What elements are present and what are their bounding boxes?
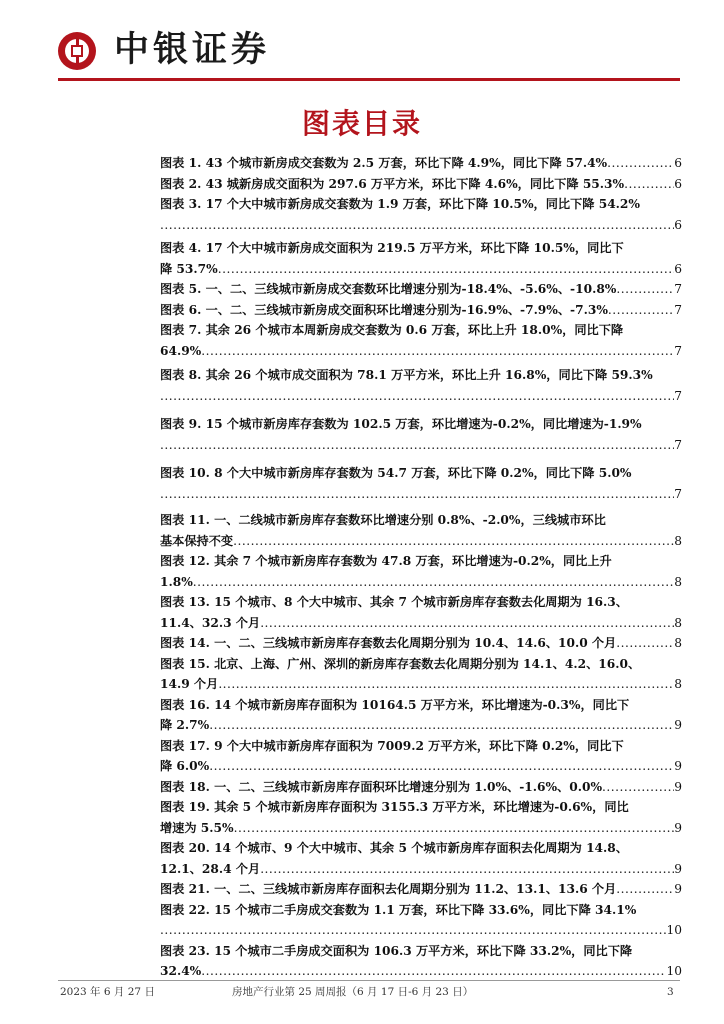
toc-entry-text: 图表 15. 北京、上海、广州、深圳的新房库存套数去化周期分别为 14.1、4.2、16.0、	[160, 656, 641, 671]
toc-entry-line	[160, 695, 682, 716]
toc-page-number: 6	[674, 261, 682, 276]
toc-entry-text: 基本保持不变	[160, 533, 234, 548]
toc-entry[interactable]	[160, 633, 682, 654]
toc-entry[interactable]	[160, 838, 682, 879]
toc-entry-line	[160, 736, 682, 757]
toc-entry[interactable]	[160, 463, 682, 504]
toc-entry[interactable]	[160, 238, 682, 279]
toc-title: 图表目录	[301, 107, 422, 140]
toc-entry-text: 12.1、28.4 个月	[160, 861, 261, 876]
dot-leader	[624, 174, 674, 195]
toc-entry-line	[160, 941, 682, 962]
toc-entry-text: 图表 3. 17 个大中城市新房成交套数为 1.9 万套，环比下降 10.5%，同比下降 54.2%	[160, 197, 640, 211]
toc-page-number: 9	[674, 779, 682, 794]
toc-entry-line	[160, 613, 682, 634]
toc-entry-text: 图表 9. 15 个城市新房库存套数为 102.5 万套，环比增速为-0.2%，同比增速为-1.9%	[160, 417, 642, 431]
toc-entry-text: 图表 16. 14 个城市新房库存面积为 10164.5 万平方米，环比增速为-0.3%，同比下	[160, 697, 630, 712]
toc-entry[interactable]	[160, 153, 682, 174]
toc-entry[interactable]	[160, 174, 682, 195]
toc-entry[interactable]	[160, 777, 682, 798]
toc-entry-line	[160, 365, 682, 386]
toc-entry[interactable]	[160, 695, 682, 736]
toc-entry[interactable]	[160, 592, 682, 633]
toc-entry-line	[160, 572, 682, 593]
toc-page-number: 7	[674, 388, 682, 403]
toc-entry[interactable]	[160, 300, 682, 321]
toc-page-number: 7	[674, 437, 682, 452]
toc-page-number: 6	[674, 176, 682, 191]
toc-entry-line	[160, 674, 682, 695]
dot-leader	[209, 756, 674, 777]
toc-entry-line	[160, 386, 682, 407]
dot-leader	[201, 961, 666, 982]
dot-leader	[193, 572, 674, 593]
dot-leader	[608, 300, 674, 321]
toc-entry-text: 图表 4. 17 个大中城市新房成交面积为 219.5 万平方米，环比下降 10.5%，同比下	[160, 241, 624, 255]
toc-entry-line	[160, 194, 682, 215]
toc-entry-line	[160, 153, 682, 174]
toc-entry[interactable]	[160, 510, 682, 551]
toc-entry-line	[160, 484, 682, 505]
toc-entry-line	[160, 838, 682, 859]
toc-entry-text: 降 6.0%	[160, 759, 210, 773]
footer-page-number: 3	[667, 986, 674, 998]
dot-leader	[602, 777, 674, 798]
table-of-figures	[160, 153, 682, 982]
toc-entry-line	[160, 879, 682, 900]
toc-page-number: 10	[666, 923, 682, 937]
toc-entry-line	[160, 797, 682, 818]
toc-page-number: 7	[674, 302, 682, 317]
toc-entry[interactable]	[160, 941, 682, 982]
toc-entry-line	[160, 414, 682, 435]
toc-entry-text: 降 53.7%	[160, 261, 218, 276]
toc-entry-text: 图表 11. 一、二线城市新房库存套数环比增速分别 0.8%、-2.0%，三线城市环比	[160, 513, 606, 527]
toc-page-number: 8	[674, 615, 682, 630]
toc-entry-text: 图表 18. 一、二、三线城市新房库存面积环比增速分别为 1.0%、-1.6%、0.0%	[160, 779, 603, 794]
toc-entry-line	[160, 435, 682, 456]
toc-entry-line	[160, 633, 682, 654]
toc-entry[interactable]	[160, 736, 682, 777]
toc-entry-line	[160, 300, 682, 321]
toc-entry-text: 32.4%	[160, 964, 202, 978]
dot-leader	[218, 674, 674, 695]
toc-entry[interactable]	[160, 879, 682, 900]
toc-page-number: 8	[674, 677, 682, 691]
toc-entry-text: 降 2.7%	[160, 718, 210, 732]
toc-entry-line	[160, 715, 682, 736]
toc-entry[interactable]	[160, 320, 682, 361]
toc-entry[interactable]	[160, 654, 682, 695]
dot-leader	[209, 715, 674, 736]
toc-entry-line	[160, 238, 682, 259]
toc-entry-line	[160, 859, 682, 880]
dot-leader	[260, 613, 674, 634]
toc-entry-line	[160, 531, 682, 552]
toc-page-number: 7	[674, 486, 682, 501]
footer-date: 2023 年 6 月 27 日	[60, 986, 155, 998]
dot-leader	[607, 153, 674, 174]
dot-leader	[218, 259, 675, 280]
toc-entry[interactable]	[160, 414, 682, 455]
toc-entry-text: 图表 22. 15 个城市二手房成交套数为 1.1 万套，环比下降 33.6%，同比下降 34.1%	[160, 902, 637, 917]
toc-entry-text: 图表 14. 一、二、三线城市新房库存套数去化周期分别为 10.4、14.6、10.0 个月	[160, 636, 617, 650]
toc-entry-text: 图表 7. 其余 26 个城市本周新房成交套数为 0.6 万套，环比上升 18.0%，同比下降	[160, 323, 624, 337]
toc-entry-text: 图表 23. 15 个城市二手房成交面积为 106.3 万平方米，环比下降 33.2%，同比下降	[160, 943, 633, 958]
toc-entry-text: 图表 1. 43 个城市新房成交套数为 2.5 万套，环比下降 4.9%，同比下降 57.4%	[160, 156, 608, 170]
toc-entry-line	[160, 756, 682, 777]
toc-entry-text: 图表 12. 其余 7 个城市新房库存套数为 47.8 万套，环比增速为-0.2%，同比上升	[160, 554, 612, 568]
toc-entry-text: 图表 2. 43 城新房成交面积为 297.6 万平方米，环比下降 4.6%，同比下降 55.3%	[160, 176, 625, 191]
toc-entry-line	[160, 279, 682, 300]
toc-entry-line	[160, 961, 682, 982]
dot-leader	[160, 386, 674, 407]
toc-entry-line	[160, 259, 682, 280]
toc-entry-text: 图表 20. 14 个城市、9 个大中城市、其余 5 个城市新房库存面积去化周期为 14.8、	[160, 841, 628, 855]
toc-entry-text: 1.8%	[160, 574, 193, 589]
dot-leader	[160, 484, 674, 505]
toc-entry-line	[160, 818, 682, 839]
dot-leader	[616, 279, 674, 300]
toc-page-number: 9	[674, 759, 682, 773]
dot-leader	[233, 531, 674, 552]
footer-divider	[58, 980, 680, 981]
toc-page-number: 6	[674, 217, 682, 232]
toc-entry-text: 增速为 5.5%	[160, 820, 234, 835]
toc-entry-line	[160, 900, 682, 921]
toc-entry-line	[160, 341, 682, 362]
dot-leader	[616, 879, 674, 900]
toc-page-number: 7	[674, 282, 682, 296]
dot-leader	[160, 435, 674, 456]
dot-leader	[201, 341, 674, 362]
toc-page-number: 8	[674, 636, 682, 650]
toc-entry[interactable]	[160, 900, 682, 941]
toc-entry-line	[160, 920, 682, 941]
toc-entry[interactable]	[160, 279, 682, 300]
page-header	[58, 28, 680, 78]
dot-leader	[260, 859, 674, 880]
toc-entry-line	[160, 174, 682, 195]
toc-entry-line	[160, 510, 682, 531]
toc-page-number: 8	[674, 574, 682, 589]
toc-page-number: 9	[674, 820, 682, 835]
dot-leader	[616, 633, 674, 654]
toc-page-number: 9	[674, 718, 682, 732]
toc-page-number: 8	[674, 533, 682, 548]
toc-page-number: 10	[666, 964, 682, 978]
toc-page-number: 7	[674, 343, 682, 358]
toc-entry[interactable]	[160, 797, 682, 838]
footer-report-title: 房地产行业第 25 周周报（6 月 17 日-6 月 23 日）	[232, 986, 474, 998]
toc-page-number: 9	[674, 861, 682, 876]
header-divider	[58, 78, 680, 81]
toc-entry-text: 图表 5. 一、二、三线城市新房成交套数环比增速分别为-18.4%、-5.6%、-10.8%	[160, 282, 617, 296]
brand-name: 中银证券	[114, 30, 271, 70]
toc-entry[interactable]	[160, 194, 682, 235]
toc-entry-text: 11.4、32.3 个月	[160, 615, 261, 630]
toc-entry-text: 图表 13. 15 个城市、8 个大中城市、其余 7 个城市新房库存套数去化周期为 16.3、	[160, 595, 628, 609]
toc-page-number: 6	[674, 156, 682, 170]
bank-of-china-logo-icon	[58, 32, 96, 70]
dot-leader	[234, 818, 675, 839]
toc-entry[interactable]	[160, 551, 682, 592]
toc-entry-line	[160, 320, 682, 341]
toc-entry-text: 图表 6. 一、二、三线城市新房成交面积环比增速分别为-16.9%、-7.9%、-7.3%	[160, 302, 608, 317]
toc-entry-line	[160, 592, 682, 613]
toc-entry[interactable]	[160, 365, 682, 406]
toc-entry-text: 图表 19. 其余 5 个城市新房库存面积为 3155.3 万平方米，环比增速为-0.6%，同比	[160, 800, 629, 814]
toc-entry-text: 64.9%	[160, 343, 202, 358]
toc-entry-line	[160, 654, 682, 675]
dot-leader	[160, 920, 666, 941]
toc-entry-line	[160, 463, 682, 484]
toc-entry-line	[160, 777, 682, 798]
toc-entry-text: 14.9 个月	[160, 677, 219, 691]
dot-leader	[160, 215, 674, 236]
toc-entry-text: 图表 21. 一、二、三线城市新房库存面积去化周期分别为 11.2、13.1、13.6 个月	[160, 882, 617, 896]
toc-entry-line	[160, 551, 682, 572]
toc-entry-line	[160, 215, 682, 236]
toc-entry-text: 图表 10. 8 个大中城市新房库存套数为 54.7 万套，环比下降 0.2%，同比下降 5.0%	[160, 466, 632, 480]
toc-entry-text: 图表 8. 其余 26 个城市成交面积为 78.1 万平方米，环比上升 16.8%，同比下降 59.3%	[160, 368, 653, 382]
toc-entry-text: 图表 17. 9 个大中城市新房库存面积为 7009.2 万平方米，环比下降 0.2%，同比下	[160, 738, 624, 753]
toc-page-number: 9	[674, 882, 682, 896]
